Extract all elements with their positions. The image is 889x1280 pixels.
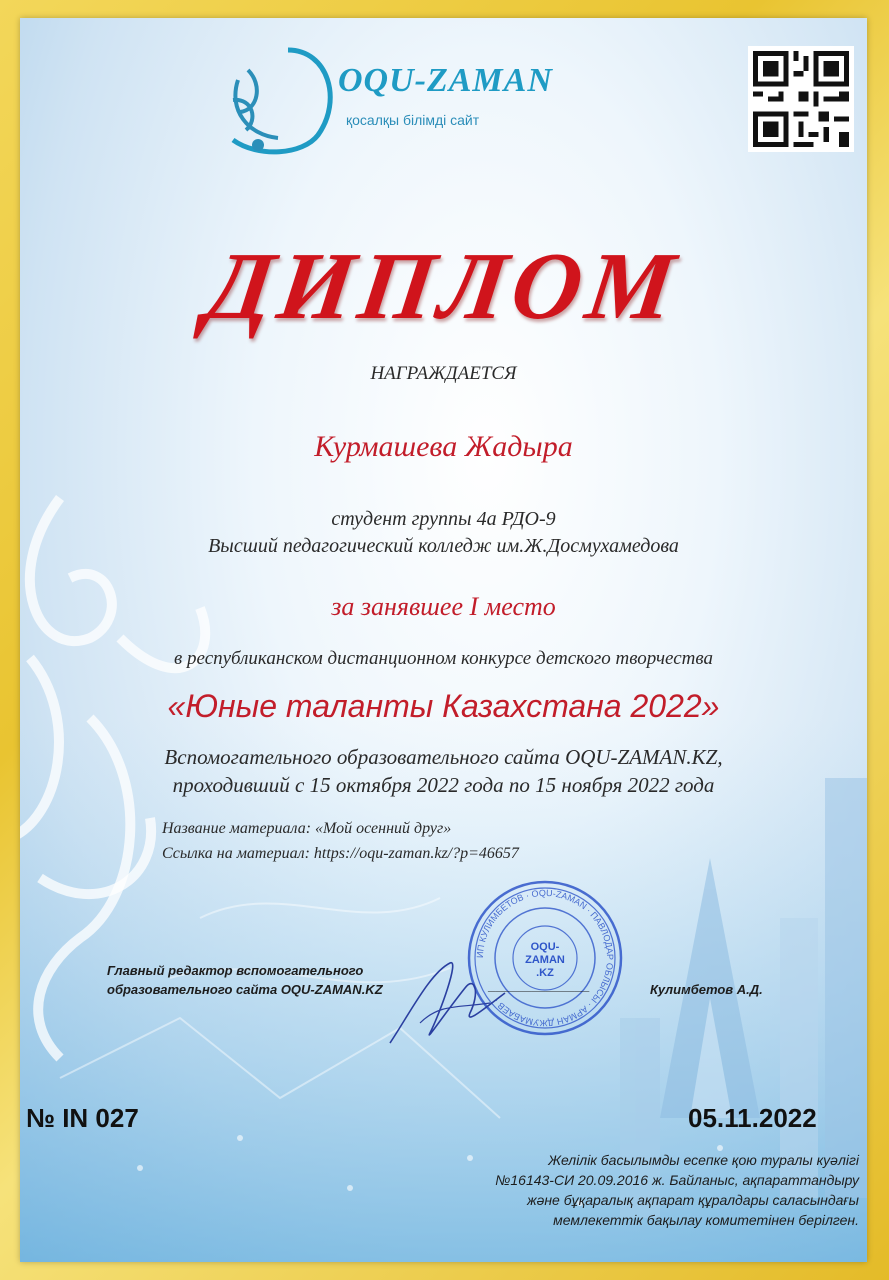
contest-name: «Юные таланты Казахстана 2022»	[167, 688, 720, 724]
logo-title: OQU-ZAMAN	[338, 62, 553, 99]
stamp-center-line1: OQU-	[530, 941, 560, 953]
registration-line1: Желілік басылымды есепке қою туралы куәлігі	[548, 1152, 859, 1168]
signature-name: Кулимбетов А.Д.	[650, 982, 763, 997]
awarded-label: НАГРАЖДАЕТСЯ	[370, 363, 517, 384]
place-line: за занявшее I место	[331, 592, 556, 621]
ornament-logo-icon	[218, 40, 338, 155]
period-line: проходивший с 15 октября 2022 года по 15 ноября 2022 года	[172, 773, 715, 797]
material-name-line: Название материала: «Мой осенний друг»	[162, 820, 452, 837]
stamp-center-line2: ZAMAN	[525, 954, 565, 966]
registration-line4: мемлекеттік бақылау комитетінен берілген.	[553, 1212, 859, 1228]
signature-scribble-icon	[380, 953, 520, 1053]
material-link-line: Ссылка на материал: https://oqu-zaman.kz/?p=46657	[162, 845, 519, 862]
contest-line: в республиканском дистанционном конкурсе детского творчества	[174, 648, 713, 669]
background-decoration	[20, 18, 867, 1262]
registration-line3: және бұқаралық ақпарат құралдары саласындағы	[526, 1192, 859, 1208]
certificate-body	[20, 18, 867, 1262]
recipient-name: Курмашева Жадыра	[314, 430, 573, 463]
qr-code	[748, 46, 854, 152]
college-line: Высший педагогический колледж им.Ж.Досмухамедова	[208, 535, 679, 557]
registration-line2: №16143-СИ 20.09.2016 ж. Байланыс, ақпараттандыру	[495, 1172, 859, 1188]
certificate-date: 05.11.2022	[688, 1103, 817, 1133]
stamp-center-line3: .KZ	[536, 967, 554, 979]
registration-block	[339, 1150, 859, 1230]
diploma-title: ДИПЛОМ	[200, 232, 687, 339]
certificate-number: № IN 027	[26, 1103, 139, 1133]
signature-blank: ______________	[488, 978, 590, 993]
stamp-ring-text: ИП КУЛИМБЕТОВ · OQU-ZAMAN · ПАВЛОДАР ОБЛЫСЫ · АРМАН ДЖУМАБАЕВ ·	[474, 887, 616, 1029]
site-line: Вспомогательного образовательного сайта OQU-ZAMAN.KZ,	[164, 745, 723, 769]
logo-subtitle: қосалқы білімді сайт	[346, 112, 480, 128]
qr-code-icon	[748, 46, 854, 152]
signature-role-line2: образовательного сайта OQU-ZAMAN.KZ	[107, 982, 383, 997]
group-line: студент группы 4а РДО-9	[331, 508, 556, 530]
signature-role-line1: Главный редактор вспомогательного	[107, 963, 364, 978]
